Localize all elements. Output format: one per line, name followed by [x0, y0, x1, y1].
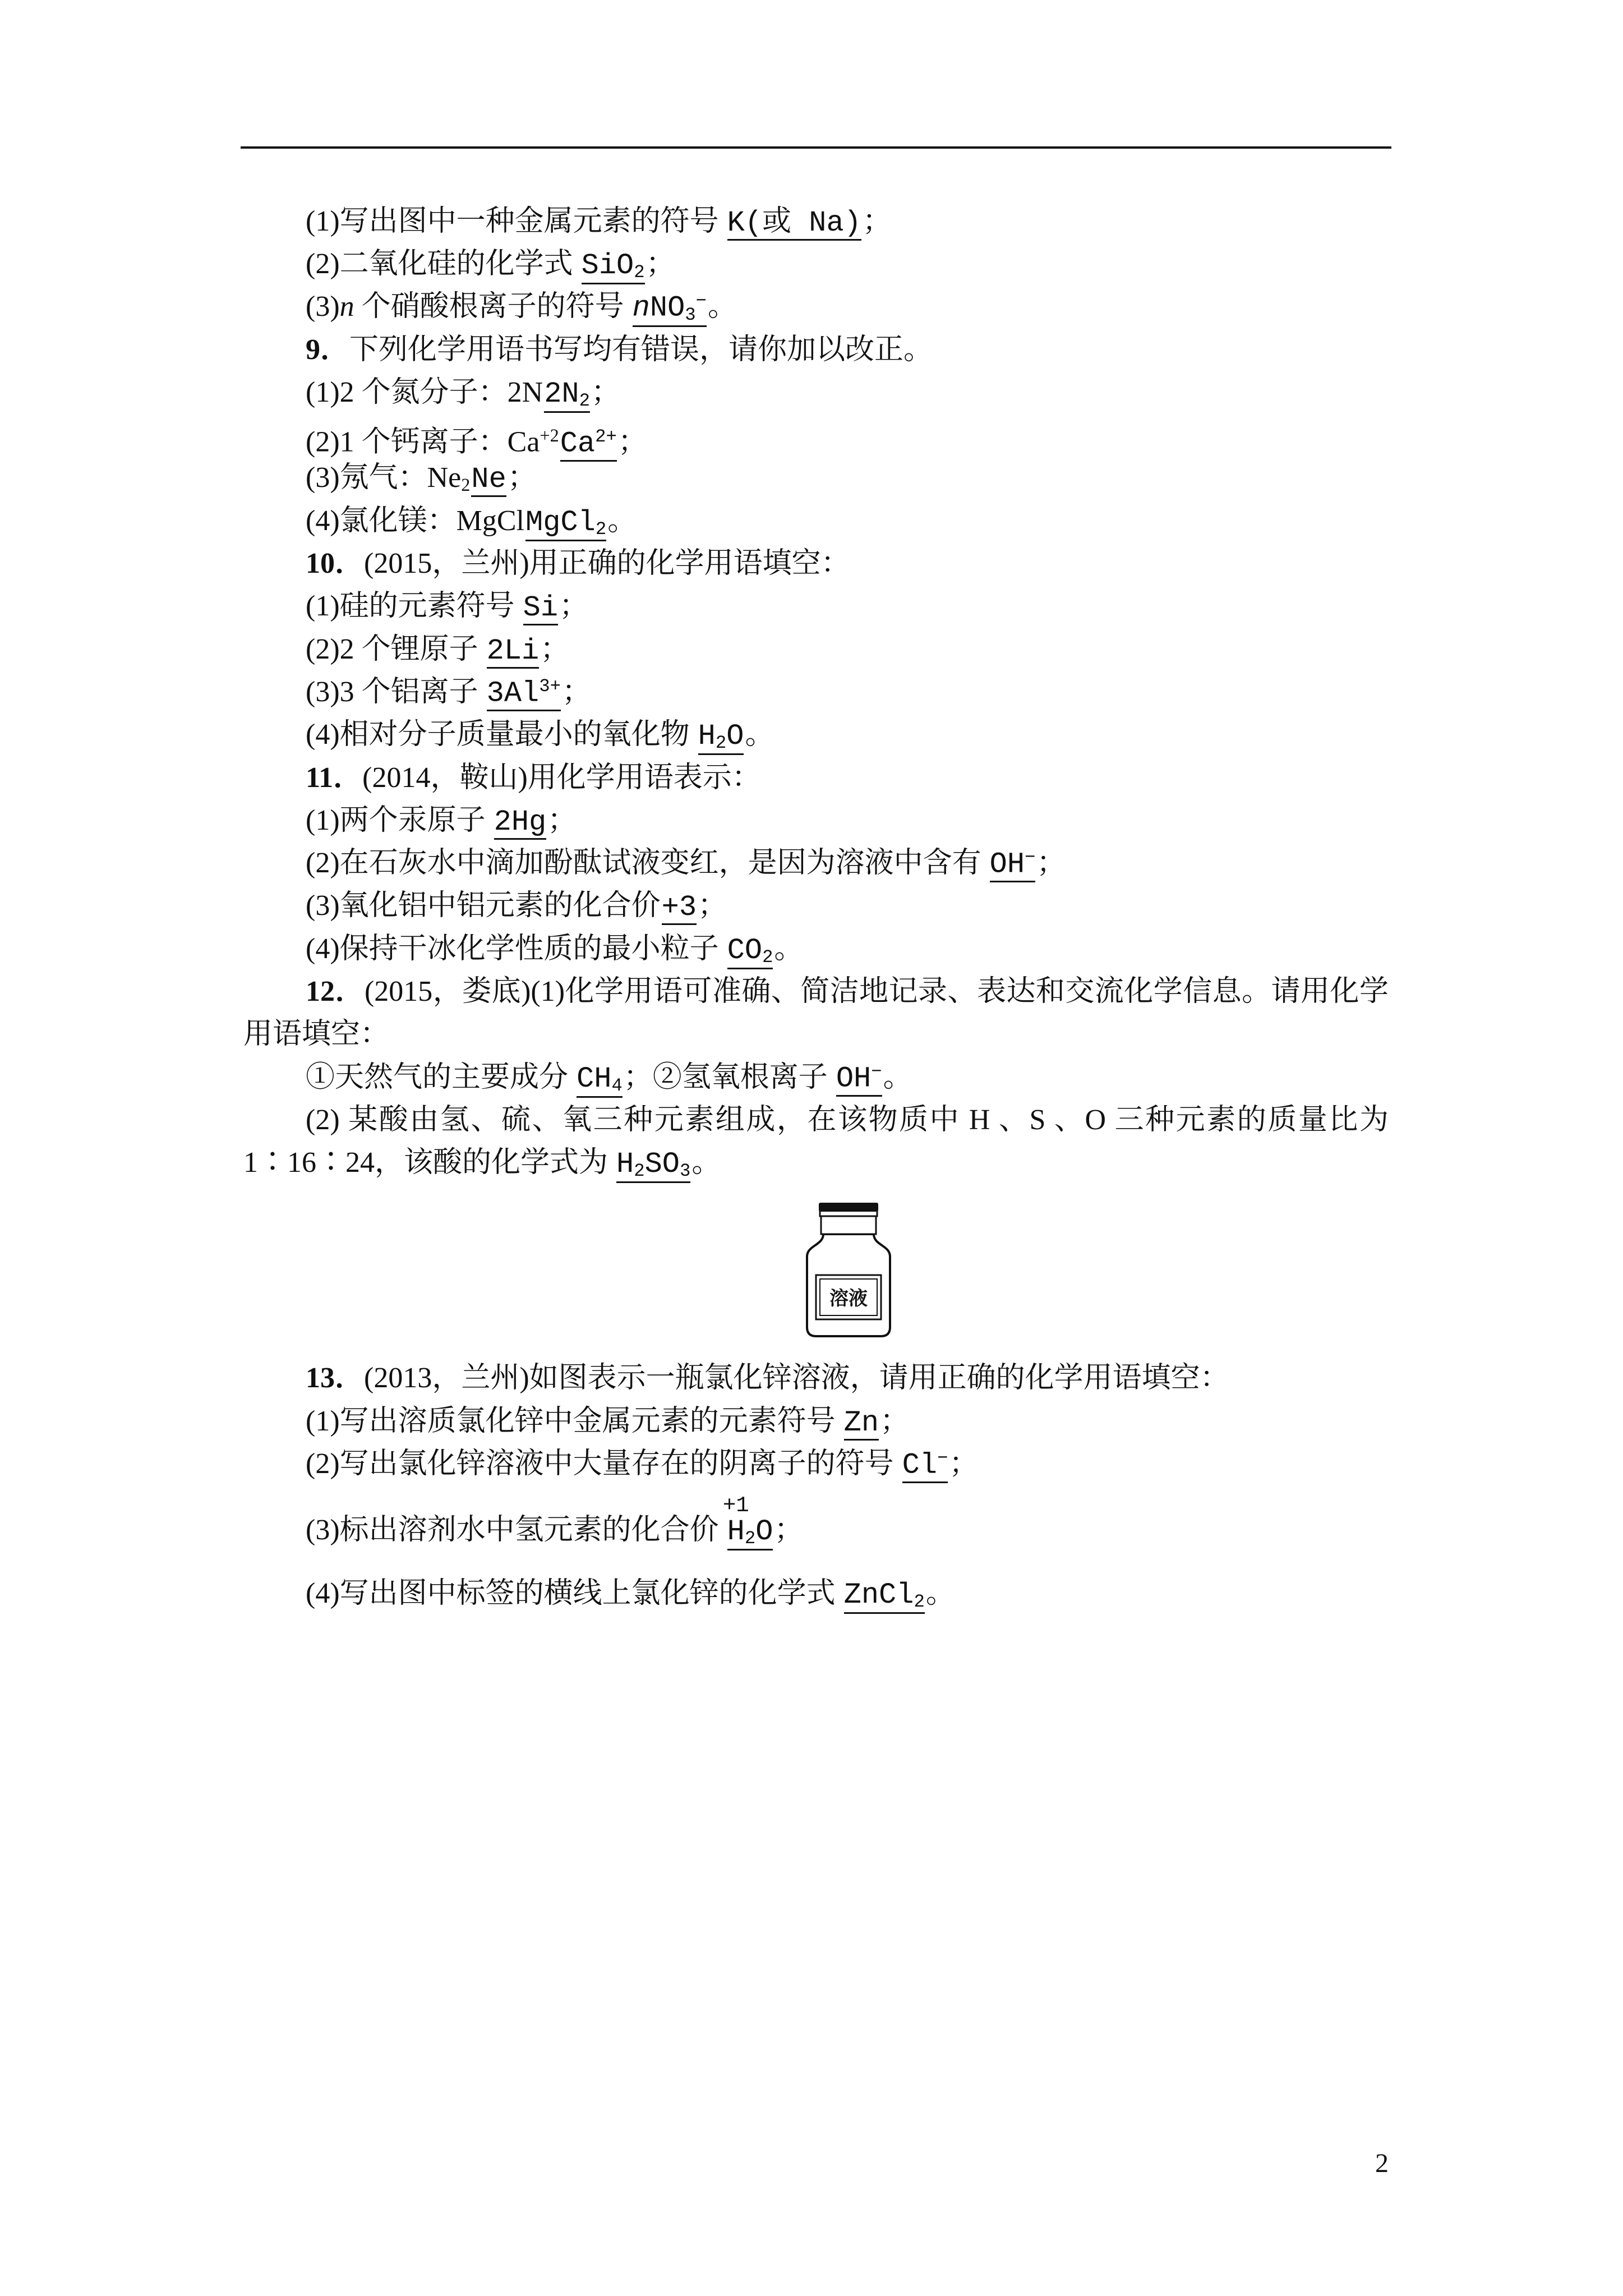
q10-part-1: [306, 590, 588, 623]
text: Si: [523, 591, 559, 624]
text: OH: [836, 1062, 872, 1096]
bottle-cap: [819, 1203, 878, 1212]
answer: [494, 806, 547, 840]
text: Zn: [843, 1406, 879, 1439]
question-number: 10．: [306, 547, 365, 579]
variable-text: n: [339, 291, 354, 323]
text: 3Al: [486, 677, 540, 710]
answer: [727, 207, 861, 241]
q12-stem-continued: [243, 1018, 389, 1051]
superscript: 3+: [539, 676, 561, 697]
answer: [525, 507, 606, 541]
text: (4)写出图中标签的横线上氯化锌的化学式: [306, 1577, 843, 1609]
variable-text: n: [632, 292, 650, 325]
q9-part-3: [306, 461, 537, 495]
q13-stem: [306, 1361, 1229, 1395]
subscript: 2: [595, 519, 607, 540]
text: 。: [708, 291, 737, 323]
text: Cl: [902, 1449, 938, 1482]
answer: [844, 1579, 925, 1614]
text: (4)保持干冰化学性质的最小粒子: [306, 933, 726, 965]
text: (2)二氧化硅的化学式: [306, 248, 580, 280]
text: ；: [862, 205, 892, 237]
text: (4)氯化镁：MgCl: [306, 505, 525, 537]
text: Ne: [471, 463, 506, 496]
subscript: 2: [461, 475, 471, 495]
q12-part-2-continued: [243, 1146, 721, 1180]
text: 个硝酸根离子的符号: [354, 291, 631, 323]
text: (2014，鞍山)用化学用语表示：: [362, 762, 761, 794]
text: H: [616, 1148, 634, 1181]
subscript: 2: [914, 1591, 925, 1613]
text: (3)氧化铝中铝元素的化合价: [306, 890, 661, 922]
superscript: −: [937, 1448, 948, 1469]
page-number: 2: [1375, 2148, 1389, 2178]
text: ；: [547, 804, 577, 836]
text: (3)3 个铝离子: [306, 676, 486, 708]
text: (2) 某酸由氢、硫、氧三种元素组成，在该物质中 H 、S 、O 三种元素的质量比为: [306, 1104, 1389, 1136]
element-symbol: H: [727, 1515, 745, 1548]
text: (2015，兰州)用正确的化学用语填空：: [364, 547, 850, 579]
text: ；: [949, 1448, 979, 1480]
oxidation-state-mark: [722, 1493, 749, 1548]
q12-stem: [306, 975, 1389, 1009]
text: 2Li: [486, 634, 540, 668]
q13-part-1: [306, 1405, 909, 1438]
text: ；: [507, 462, 537, 494]
answer: [577, 1063, 623, 1098]
question-number: 12．: [306, 976, 365, 1007]
answer: [582, 250, 645, 284]
q13-part-2: [306, 1447, 978, 1481]
text: 。: [883, 1061, 912, 1093]
subscript: 2: [715, 733, 727, 754]
text: ；: [774, 1514, 804, 1546]
text: (3): [306, 291, 340, 323]
oxidation-state-value: +1: [722, 1493, 749, 1518]
text: ；②氢氧根离子: [623, 1061, 835, 1093]
text: (1)2 个氮分子：2N: [306, 376, 543, 408]
header-rule: [241, 146, 1391, 149]
answer: [836, 1062, 882, 1097]
q8-part-2: [306, 247, 675, 281]
answer: [487, 677, 561, 711]
question-number: 9．: [306, 334, 350, 366]
text: 。: [691, 1147, 721, 1179]
text: (2)在石灰水中滴加酚酞试液变红，是因为溶液中含有: [306, 847, 989, 879]
bottle-neck: [821, 1216, 876, 1234]
answer: [471, 463, 506, 497]
question-number: 11．: [306, 762, 363, 794]
q11-stem: [306, 761, 761, 795]
answer: [633, 291, 707, 326]
subscript: 3: [685, 305, 696, 326]
question-number: 13．: [306, 1362, 365, 1394]
text: 。: [745, 719, 774, 751]
superscript: +2: [540, 425, 559, 445]
answer: [990, 848, 1036, 882]
answer: [523, 592, 558, 625]
text: ；: [645, 248, 675, 280]
subscript: 2: [634, 262, 645, 283]
answer: [662, 891, 697, 925]
text: MgCl: [525, 506, 596, 539]
answer: [722, 1493, 773, 1550]
answer: [844, 1407, 879, 1441]
subscript: 3: [680, 1161, 691, 1182]
answer: [616, 1148, 690, 1183]
text: (2015，娄底)(1)化学用语可准确、简洁地记录、表达和交流化学信息。请用化学: [364, 976, 1389, 1007]
text: O: [726, 720, 744, 753]
text: ①天然气的主要成分: [306, 1061, 576, 1093]
text: ；: [698, 890, 727, 922]
text: ；: [540, 633, 570, 665]
subscript: 2: [744, 1528, 756, 1549]
text: (2)2 个锂原子: [306, 633, 486, 665]
text: CH: [577, 1062, 612, 1096]
answer: [544, 378, 590, 413]
text: 用语填空：: [243, 1018, 390, 1050]
subscript: 2: [579, 390, 590, 412]
q8-part-3: [306, 290, 737, 324]
q13-part-4: [306, 1577, 955, 1611]
superscript: 2+: [595, 426, 617, 447]
q11-part-4: [306, 932, 803, 966]
text: 2Hg: [494, 806, 547, 839]
text: 2N: [544, 378, 579, 411]
text: (3)氖气：Ne: [306, 462, 462, 494]
text: ZnCl: [843, 1579, 914, 1612]
subscript: 2: [634, 1161, 645, 1182]
text: 1∶16∶24，该酸的化学式为: [243, 1147, 616, 1179]
text: H: [698, 720, 716, 753]
text: (1)写出溶质氯化锌中金属元素的元素符号: [306, 1405, 843, 1437]
text: (1)两个汞原子: [306, 804, 493, 836]
superscript: −: [1025, 847, 1036, 868]
answer: [560, 427, 617, 462]
q13-part-3: [306, 1493, 804, 1549]
answer: [902, 1448, 948, 1483]
text: SiO: [581, 249, 634, 282]
q8-part-1: [306, 205, 892, 238]
text: O: [755, 1515, 773, 1548]
answer: [698, 720, 744, 755]
text: 。: [925, 1577, 955, 1609]
reagent-bottle-figure: [801, 1200, 896, 1340]
q10-part-2: [306, 633, 569, 666]
q10-part-4: [306, 718, 774, 752]
text: (2)1 个钙离子：Ca: [306, 426, 540, 458]
text: 。: [774, 933, 804, 965]
text: Ca: [560, 427, 596, 461]
subscript: 2: [762, 947, 773, 968]
text: (1)写出图中一种金属元素的符号: [306, 205, 726, 237]
q11-part-3: [306, 889, 727, 923]
text: CO: [727, 934, 763, 967]
bottle-label-text: 溶液: [829, 1287, 868, 1310]
text: 下列化学用语书写均有错误，请你加以改正。: [349, 334, 933, 366]
answer: [487, 635, 540, 669]
text: NO: [649, 292, 685, 325]
text: (3)标出溶剂水中氢元素的化合价: [306, 1514, 726, 1546]
q9-part-1: [306, 376, 620, 412]
text: ；: [880, 1405, 910, 1437]
text: +3: [661, 891, 697, 924]
text: ；: [591, 376, 620, 408]
answer: [727, 935, 773, 969]
q12-part-1: [306, 1061, 912, 1097]
q12-part-2: [306, 1103, 1389, 1137]
text: ；: [1036, 847, 1066, 879]
text: 。: [607, 505, 637, 537]
text: OH: [989, 848, 1025, 881]
subscript: 4: [611, 1075, 623, 1097]
superscript: −: [695, 291, 707, 312]
q11-part-1: [306, 804, 577, 838]
text: (1)硅的元素符号: [306, 590, 522, 622]
text: ；: [561, 676, 591, 708]
text: ；: [559, 590, 589, 622]
q9-stem: [306, 333, 933, 367]
q9-part-2: [306, 418, 647, 461]
q10-stem: [306, 547, 850, 581]
text: SO: [644, 1148, 680, 1181]
text: (2013，兰州)如图表示一瓶氯化锌溶液，请用正确的化学用语填空：: [364, 1362, 1229, 1394]
text: (4)相对分子质量最小的氧化物: [306, 719, 697, 751]
text: K(或 Na): [727, 206, 861, 240]
q10-part-3: [306, 675, 591, 709]
text: (2)写出氯化锌溶液中大量存在的阴离子的符号: [306, 1448, 901, 1480]
q9-part-4: [306, 504, 637, 538]
text: ；: [617, 426, 647, 458]
superscript: −: [871, 1061, 882, 1083]
q11-part-2: [306, 846, 1066, 880]
